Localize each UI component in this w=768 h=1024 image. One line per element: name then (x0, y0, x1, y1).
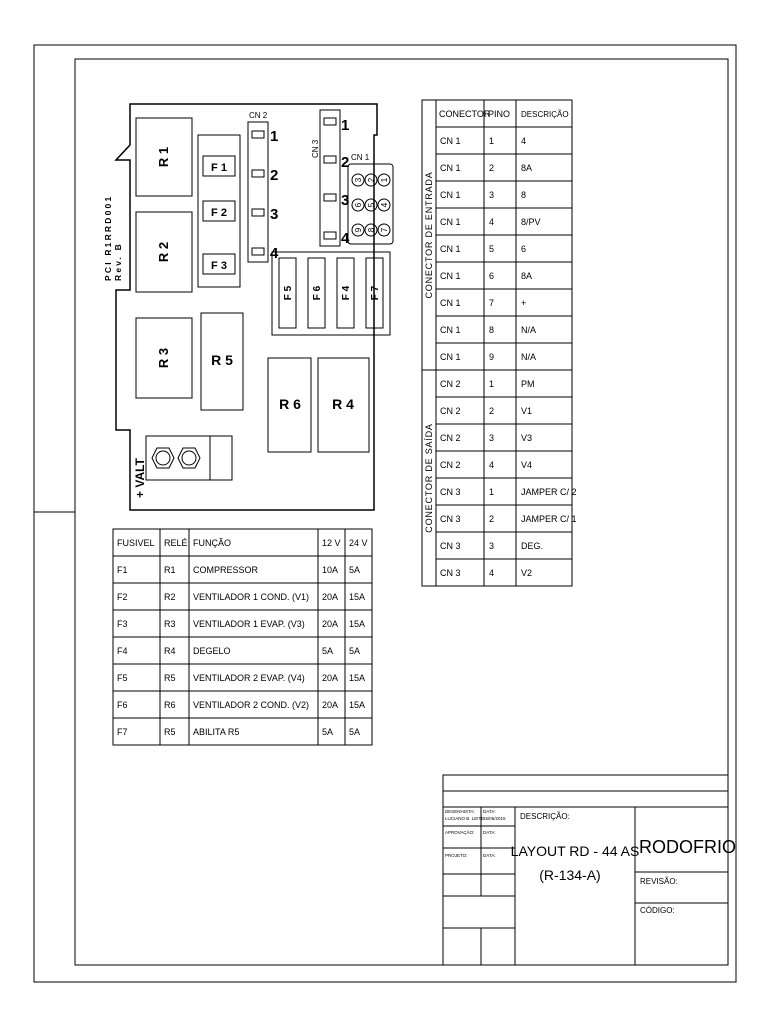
relay-r5 (201, 313, 243, 410)
fuse-table-cell: 20A (322, 700, 339, 710)
connector-table (422, 100, 577, 586)
fuse-table-cell: 20A (322, 592, 339, 602)
pin-cell: 3 (489, 433, 495, 443)
fuse-f2-label: F 2 (211, 207, 227, 219)
description-cell: PM (521, 379, 535, 389)
fuse-table-row (117, 592, 365, 602)
connector-cell: CN 1 (440, 163, 461, 173)
fuse-table-row (117, 646, 360, 656)
fuse-table-cell: ABILITA R5 (193, 727, 240, 737)
descricao-label: DESCRIÇÃO: (520, 812, 570, 821)
fuse-table-cell: F7 (117, 727, 128, 737)
pin-cell: 2 (489, 514, 495, 524)
fuse-table-row (117, 700, 365, 710)
fuse-table-cell: VENTILADOR 1 EVAP. (V3) (193, 619, 305, 629)
fuse-table-row (117, 727, 360, 737)
fuse-table-cell: R6 (164, 700, 176, 710)
connector-table-header: DESCRIÇÃO (521, 110, 569, 119)
description-cell: 8A (521, 271, 533, 281)
fuse-table-cell: 20A (322, 673, 339, 683)
fuse-table-cell: 15A (349, 619, 366, 629)
valt-label: + VALT (133, 458, 147, 498)
description-cell: 6 (521, 244, 527, 254)
valt-terminal (133, 436, 232, 498)
cn2-label: CN 2 (249, 111, 268, 120)
relay-r2 (136, 212, 192, 292)
data3-label: DATA: (483, 853, 496, 858)
fuse-table-row (117, 565, 360, 575)
connector-cell: CN 1 (440, 352, 461, 362)
fuse-table-cell: 15A (349, 592, 366, 602)
connector-cell: CN 1 (440, 190, 461, 200)
fuse-table-cell: 5A (349, 565, 361, 575)
fuse-table-cell: 5A (349, 727, 361, 737)
connector-cn2 (248, 111, 279, 262)
projeto-label: PROJETO: (445, 853, 468, 858)
fuse-f4-label: F 4 (341, 285, 352, 301)
fuse-f7-label: F 7 (370, 285, 381, 301)
fuse-table-cell: 15A (349, 673, 366, 683)
cn3-label: CN 3 (311, 139, 320, 158)
data2-label: DATA: (483, 830, 496, 835)
fuse-table-cell: 5A (322, 727, 334, 737)
fuse-table-cell: R2 (164, 592, 176, 602)
connector-table-row (440, 487, 577, 497)
connector-cn3 (311, 110, 350, 247)
connector-table-row (440, 460, 532, 470)
fuse-table-cell: VENTILADOR 2 COND. (V2) (193, 700, 310, 710)
connector-table-header: CONECTOR (439, 109, 491, 119)
fuse-table-cell: F3 (117, 619, 128, 629)
connector-table-row (440, 541, 543, 551)
fuse-table-cell: 5A (349, 646, 361, 656)
pin-cell: 1 (489, 136, 495, 146)
connector-table-row (440, 271, 532, 281)
connector-cell: CN 3 (440, 541, 461, 551)
fuse-table-header: 12 V (322, 538, 341, 548)
relay-r2-label: R 2 (156, 241, 171, 263)
description-cell: V1 (521, 406, 533, 416)
connector-table-row (440, 244, 526, 254)
relay-r5-label: R 5 (211, 352, 233, 368)
pin-cell: 5 (489, 244, 495, 254)
sheet-inner-border (75, 59, 728, 965)
pcb-revision: Rev. B (113, 241, 123, 281)
pin-cell: 2 (489, 163, 495, 173)
connector-cell: CN 2 (440, 460, 461, 470)
connector-cell: CN 1 (440, 217, 461, 227)
cn3-pin-4: 4 (341, 230, 350, 247)
cn1-pin-1: 1 (380, 177, 389, 183)
description-cell: DEG. (521, 541, 544, 551)
connector-cell: CN 2 (440, 406, 461, 416)
connector-cn1 (348, 153, 393, 244)
pin-cell: 4 (489, 568, 495, 578)
cn1-pin-3: 3 (354, 177, 363, 183)
description-cell: N/A (521, 352, 537, 362)
connector-table-row (440, 163, 532, 173)
cn2-pin-4: 4 (270, 245, 279, 262)
fuse-table-header: RELÉ (164, 538, 188, 548)
cn1-pin-4: 4 (380, 202, 389, 208)
codigo-label: CÓDIGO: (640, 906, 675, 915)
description-cell: 8A (521, 163, 533, 173)
group-label-saida: CONECTOR DE SAÍDA (424, 423, 434, 533)
fuse-table-cell: DEGELO (193, 646, 231, 656)
fuse-table-header: FUNÇÃO (193, 538, 231, 548)
connector-cell: CN 3 (440, 487, 461, 497)
cn1-label: CN 1 (351, 153, 370, 162)
connector-cell: CN 3 (440, 514, 461, 524)
connector-cell: CN 2 (440, 433, 461, 443)
desenhista-name: LUCIANO B. LEITE (445, 816, 485, 821)
description-cell: V4 (521, 460, 533, 470)
relay-r6-label: R 6 (279, 396, 301, 412)
aprovacao-label: APROVAÇÃO: (445, 830, 475, 835)
connector-cell: CN 2 (440, 379, 461, 389)
cn2-pin-3: 3 (270, 206, 279, 223)
pin-cell: 2 (489, 406, 495, 416)
connector-cell: CN 3 (440, 568, 461, 578)
fuse-table-row (117, 673, 365, 683)
connector-cell: CN 1 (440, 136, 461, 146)
relay-r6 (268, 358, 311, 452)
pin-cell: 1 (489, 379, 495, 389)
relay-r4 (318, 358, 369, 452)
description-cell: 8/PV (521, 217, 541, 227)
relay-r1 (136, 118, 192, 196)
drawing-title-line1: LAYOUT RD - 44 AS (510, 843, 640, 859)
fuse-f3-label: F 3 (211, 260, 227, 272)
cn1-pin-grid (352, 174, 390, 236)
connector-table-row (440, 433, 532, 443)
cn1-pin-9: 9 (354, 227, 363, 233)
pcb-board (103, 104, 393, 510)
connector-table-row (440, 406, 532, 416)
cn1-pin-2: 2 (367, 177, 376, 183)
fuse-table-cell: VENTILADOR 2 EVAP. (V4) (193, 673, 305, 683)
connector-cell: CN 1 (440, 298, 461, 308)
company-name: RODOFRIO (639, 837, 736, 857)
connector-cell: CN 1 (440, 325, 461, 335)
fuse-table-cell: F6 (117, 700, 128, 710)
description-cell: V2 (521, 568, 533, 578)
revisao-label: REVISÃO: (640, 877, 678, 886)
relay-r4-label: R 4 (332, 396, 354, 412)
fuse-table-cell: 5A (322, 646, 334, 656)
pcb-name: PCI R1RRD001 (103, 194, 113, 281)
cn2-pin-1: 1 (270, 128, 279, 145)
description-cell: V3 (521, 433, 533, 443)
description-cell: JAMPER C/ 1 (521, 514, 577, 524)
fuse-table-cell: R1 (164, 565, 176, 575)
description-cell: N/A (521, 325, 537, 335)
fuse-table-cell: VENTILADOR 1 COND. (V1) (193, 592, 310, 602)
fuse-table (113, 529, 372, 745)
fuse-f1-label: F 1 (211, 162, 227, 174)
fuse-table-cell: F4 (117, 646, 128, 656)
cn3-pin-2: 2 (341, 154, 350, 171)
connector-cell: CN 1 (440, 244, 461, 254)
connector-cell: CN 1 (440, 271, 461, 281)
relay-r1-label: R 1 (156, 146, 171, 168)
fuse-table-header-row (117, 538, 368, 548)
cn3-pin-3: 3 (341, 192, 350, 209)
cn1-pin-5: 5 (367, 202, 376, 208)
pin-cell: 7 (489, 298, 495, 308)
pin-cell: 8 (489, 325, 495, 335)
connector-table-row (440, 217, 541, 227)
connector-table-row (440, 514, 577, 524)
fuse-f5-label: F 5 (283, 285, 294, 301)
fuse-table-cell: 15A (349, 700, 366, 710)
title-block (443, 775, 736, 965)
pin-cell: 9 (489, 352, 495, 362)
fuse-table-cell: F5 (117, 673, 128, 683)
relay-r3 (136, 318, 192, 398)
connector-table-row (440, 352, 536, 362)
fuse-table-cell: F2 (117, 592, 128, 602)
fuse-table-cell: 10A (322, 565, 339, 575)
fuse-table-cell: F1 (117, 565, 128, 575)
description-cell: JAMPER C/ 2 (521, 487, 577, 497)
group-label-entrada: CONECTOR DE ENTRADA (424, 171, 434, 299)
pin-cell: 6 (489, 271, 495, 281)
connector-table-row (440, 379, 535, 389)
fuse-table-cell: R5 (164, 673, 176, 683)
fuse-table-header: 24 V (349, 538, 368, 548)
pin-cell: 3 (489, 190, 495, 200)
connector-table-header: PINO (488, 109, 511, 119)
cn1-pin-8: 8 (367, 227, 376, 233)
cn3-pin-1: 1 (341, 117, 350, 134)
desenhista-label: DESENHISTA: (445, 809, 475, 814)
cn1-pin-6: 6 (354, 202, 363, 208)
data1-value: 15/05/2015 (483, 816, 506, 821)
pin-cell: 4 (489, 460, 495, 470)
description-cell: 8 (521, 190, 527, 200)
fuse-table-cell: R3 (164, 619, 176, 629)
cn2-pin-2: 2 (270, 167, 279, 184)
relay-r3-label: R 3 (156, 347, 171, 369)
description-cell: + (521, 298, 527, 308)
fuse-table-header: FUSIVEL (117, 538, 155, 548)
fuse-table-row (117, 619, 365, 629)
description-cell: 4 (521, 136, 527, 146)
pin-cell: 4 (489, 217, 495, 227)
connector-table-row (440, 136, 526, 146)
fuse-holder-row (272, 252, 390, 335)
pin-cell: 3 (489, 541, 495, 551)
fuse-f6-label: F 6 (312, 285, 323, 301)
fuse-table-cell: R4 (164, 646, 176, 656)
drawing-title-line2: (R-134-A) (539, 867, 601, 883)
connector-table-row (440, 190, 526, 200)
data1-label: DATA: (483, 809, 496, 814)
fuse-holder-left (198, 135, 240, 287)
connector-table-row (440, 298, 526, 308)
connector-table-row (440, 568, 532, 578)
pin-cell: 1 (489, 487, 495, 497)
fuse-table-cell: COMPRESSOR (193, 565, 259, 575)
cn1-pin-7: 7 (380, 227, 389, 233)
connector-table-row (440, 325, 536, 335)
fuse-table-cell: R5 (164, 727, 176, 737)
fuse-table-cell: 20A (322, 619, 339, 629)
